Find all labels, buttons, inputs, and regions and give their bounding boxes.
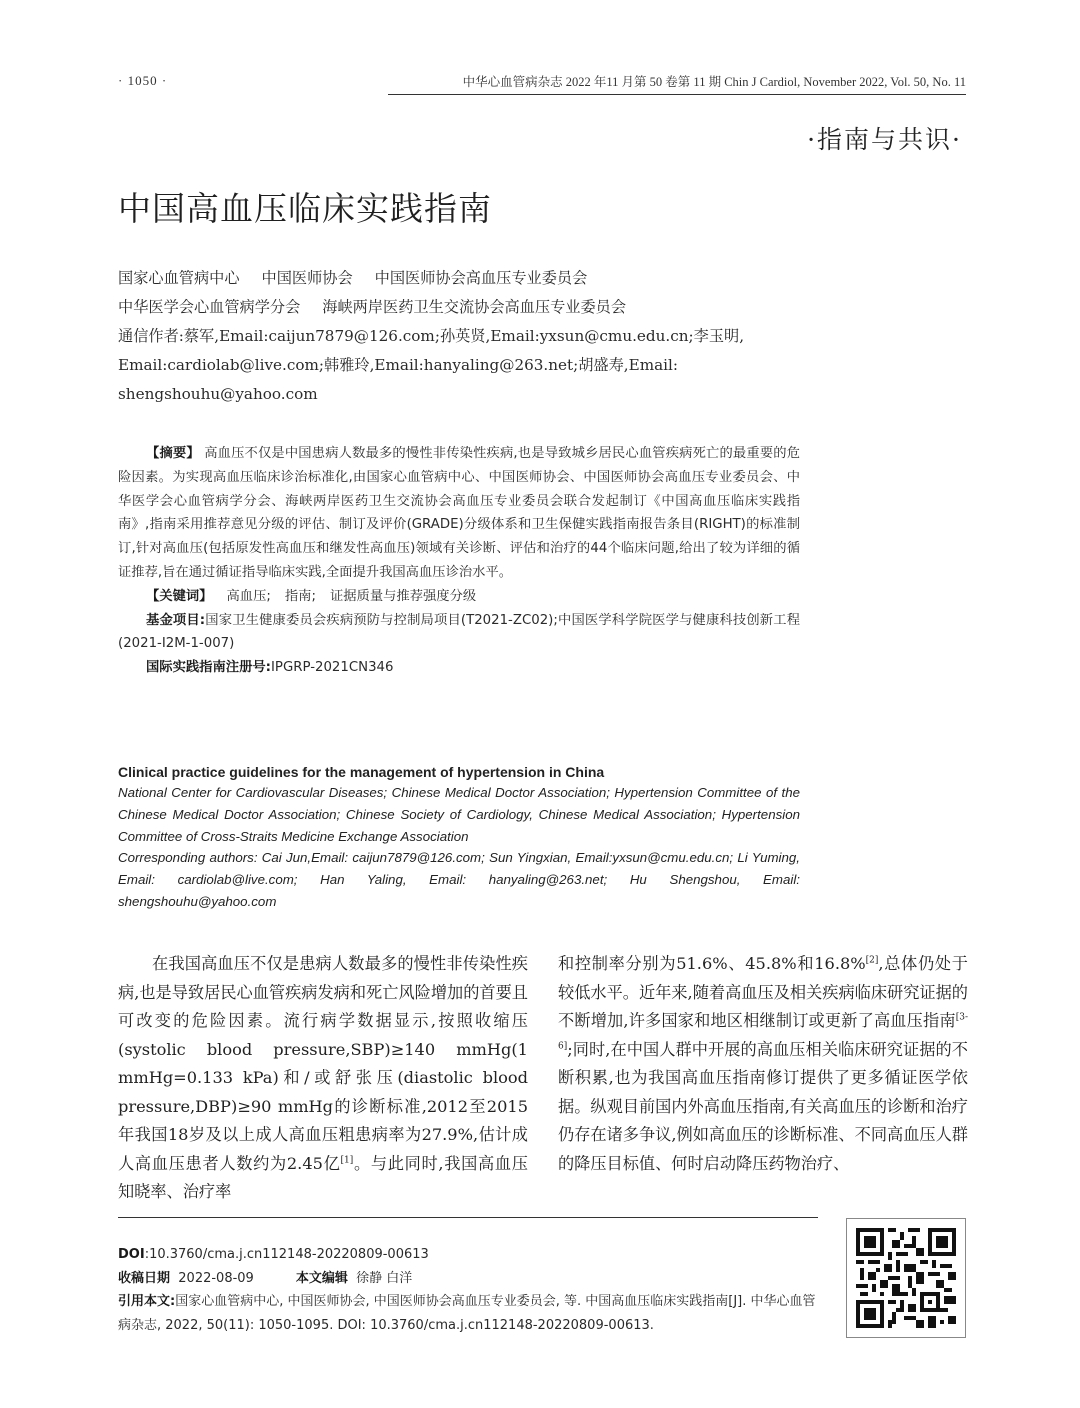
english-corresponding: Corresponding authors: Cai Jun,Email: caijun7879@126.com; Sun Yingxian, Email:yxsun@cmu.edu.cn; Li Yuming, Email: cardiolab@live.com; Han Yaling, Email: hanyaling@263.net; Hu Shengshou, Email: shengshouhu@yahoo.com bbox=[118, 850, 800, 909]
body-column-left bbox=[118, 950, 528, 1207]
footer-divider bbox=[118, 1217, 818, 1218]
abstract-paragraph bbox=[118, 442, 800, 585]
article-title: 中国高血压临床实践指南 bbox=[118, 189, 492, 228]
abstract-block bbox=[118, 442, 800, 680]
footer-info bbox=[118, 1243, 818, 1337]
qr-code[interactable] bbox=[846, 1218, 966, 1338]
section-label: ·指南与共识· bbox=[807, 125, 962, 154]
received-line bbox=[118, 1267, 818, 1291]
doi-label: DOI bbox=[118, 1247, 145, 1262]
english-abstract-header bbox=[118, 762, 800, 913]
keywords-label: 【关键词】 bbox=[146, 588, 213, 604]
author-org: 中华医学会心血管病学分会 bbox=[118, 298, 301, 316]
body-text: 在我国高血压不仅是患病人数最多的慢性非传染性疾病,也是导致居民心血管疾病发病和死亡风险增加的首要且可改变的危险因素。流行病学数据显示,按照收缩压(systolic blood pressure,SBP)≥140 mmHg(1 mmHg=0.133 kPa)和/或舒张压(diastolic blood pressure,DBP)≥90 mmHg的诊断标准,2012至2015年我国18岁及以上成人高血压粗患病率为27.9%,估计成人高血压患者人数约为2.45亿 bbox=[118, 954, 528, 1173]
registry-label: 国际实践指南注册号: bbox=[146, 660, 271, 676]
english-affiliations: National Center for Cardiovascular Diseases; Chinese Medical Doctor Association; Hypertension Committee of the Chinese Medical Doctor Association; Chinese Society of Cardiology, Chinese Medical Association; Hypertension Committee of Cross-Straits Medicine Exchange Association bbox=[118, 785, 800, 844]
author-org: 海峡两岸医药卫生交流协会高血压专业委员会 bbox=[322, 298, 626, 316]
registry bbox=[118, 656, 800, 680]
author-block bbox=[118, 264, 838, 409]
english-title: Clinical practice guidelines for the management of hypertension in China bbox=[118, 764, 605, 780]
page-number: · 1050 · bbox=[118, 73, 168, 88]
funding bbox=[118, 609, 800, 657]
body-text: ,总体仍处于较低水平。近年来,随着高血压及相关疾病临床研究证据的不断增加,许多国家和地区相继制订或更新了高血压指南 bbox=[558, 954, 968, 1030]
body-text: 。与此同时,我国高血压知晓率、治疗率 bbox=[118, 1153, 528, 1201]
cite-label: 引用本文: bbox=[118, 1294, 176, 1309]
doi-value[interactable]: :10.3760/cma.j.cn112148-20220809-00613 bbox=[144, 1247, 429, 1262]
corresponding-line-1: 通信作者:蔡军,Email:caijun7879@126.com;孙英贤,Email:yxsun@cmu.edu.cn;李玉明, bbox=[118, 327, 745, 345]
received-value: 2022-08-09 bbox=[178, 1270, 254, 1286]
abstract-label: 【摘要】 bbox=[146, 446, 200, 461]
doi-line bbox=[118, 1243, 818, 1267]
keywords bbox=[118, 585, 800, 609]
keyword: 高血压; bbox=[226, 588, 271, 604]
authors-line-2 bbox=[118, 293, 838, 322]
author-org: 中国医师协会高血压专业委员会 bbox=[374, 269, 588, 287]
author-org: 中国医师协会 bbox=[261, 269, 353, 287]
funding-label: 基金项目: bbox=[146, 612, 206, 628]
funding-text: 国家卫生健康委员会疾病预防与控制局项目(T2021-ZC02);中国医学科学院医学与健康科技创新工程(2021-I2M-1-007) bbox=[118, 612, 800, 652]
running-head: 中华心血管病杂志 2022 年11 月第 50 卷第 11 期 Chin J Cardiol, November 2022, Vol. 50, No. 11 bbox=[388, 72, 966, 95]
body-column-right bbox=[558, 950, 968, 1178]
abstract-text: 高血压不仅是中国患病人数最多的慢性非传染性疾病,也是导致城乡居民心血管疾病死亡的最重要的危险因素。为实现高血压临床诊治标准化,由国家心血管病中心、中国医师协会、中国医师协会高血压专业委员会、中华医学会心血管病学分会、海峡两岸医药卫生交流协会高血压专业委员会联合发起制订《中国高血压临床实践指南》,指南采用推荐意见分级的评估、制订及评价(GRADE)分级体系和卫生保健实践指南报告条目(RIGHT)的标准制订,针对高血压(包括原发性高血压和继发性高血压)领域有关诊断、评估和治疗的44个临床问题,给出了较为详细的循证推荐,旨在通过循证指导临床实践,全面提升我国高血压诊治水平。 bbox=[118, 446, 801, 580]
keyword: 证据质量与推荐强度分级 bbox=[329, 588, 477, 604]
citation-ref[interactable]: [2] bbox=[865, 955, 879, 966]
keyword: 指南; bbox=[284, 588, 316, 604]
body-text: 和控制率分别为51.6%、45.8%和16.8% bbox=[558, 954, 866, 973]
cite-line bbox=[118, 1290, 818, 1337]
editor-label: 本文编辑 bbox=[295, 1270, 348, 1286]
cite-text: 国家心血管病中心, 中国医师协会, 中国医师协会高血压专业委员会, 等. 中国高血压临床实践指南[J]. 中华心血管病杂志, 2022, 50(11): 1050-1095. DOI: 10.3760/cma.j.cn112148-20220809-00613. bbox=[118, 1294, 816, 1333]
author-org: 国家心血管病中心 bbox=[118, 269, 240, 287]
citation-ref[interactable]: [3-6] bbox=[558, 1012, 968, 1052]
editor-value: 徐静 白洋 bbox=[356, 1270, 413, 1286]
registry-text: IPGRP-2021CN346 bbox=[271, 660, 394, 676]
corresponding-line-3: shengshouhu@yahoo.com bbox=[118, 385, 318, 403]
qr-code-icon bbox=[856, 1228, 956, 1328]
citation-ref[interactable]: [1] bbox=[340, 1155, 354, 1166]
body-text: ;同时,在中国人群中开展的高血压相关临床研究证据的不断积累,也为我国高血压指南修订提供了更多循证医学依据。纵观目前国内外高血压指南,有关高血压的诊断和治疗仍存在诸多争议,例如高血压的诊断标准、不同高血压人群的降压目标值、何时启动降压药物治疗、 bbox=[558, 1039, 968, 1173]
authors-line-1 bbox=[118, 264, 838, 293]
received-label: 收稿日期 bbox=[118, 1270, 171, 1286]
corresponding-line-2: Email:cardiolab@live.com;韩雅玲,Email:hanyaling@263.net;胡盛寿,Email: bbox=[118, 356, 679, 374]
